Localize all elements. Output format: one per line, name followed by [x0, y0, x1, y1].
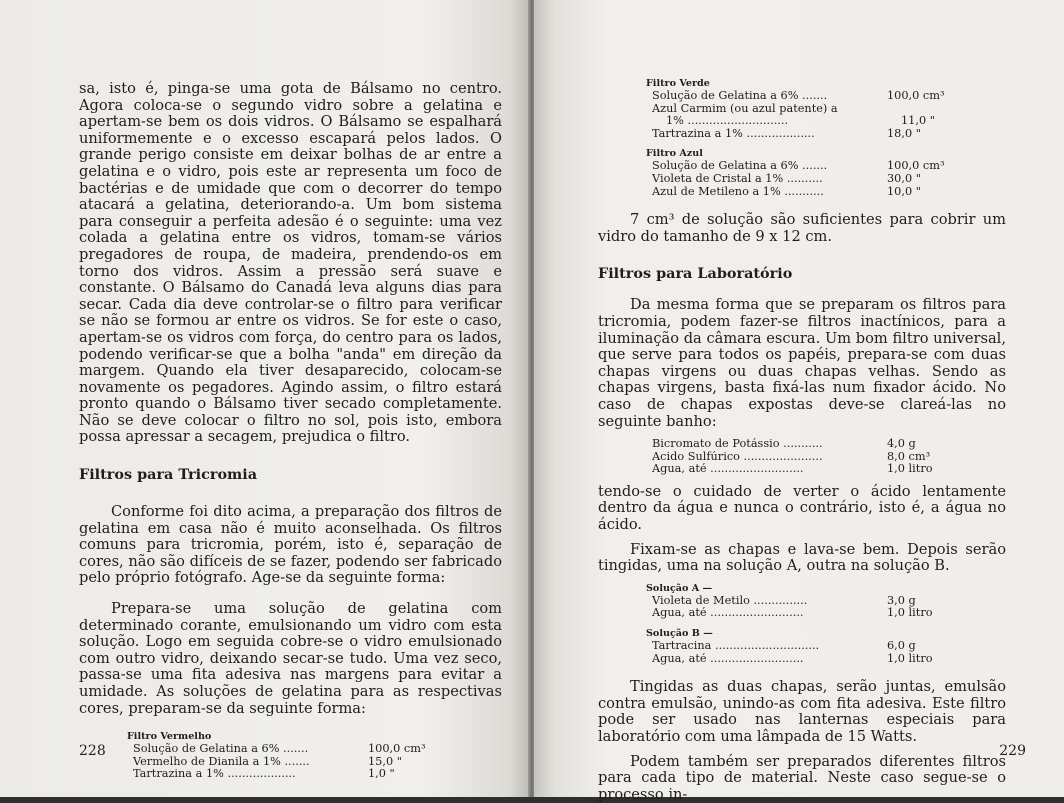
recipe-banho [652, 438, 1006, 476]
recipe-solucao-b [646, 628, 1006, 665]
ingredient-amount: 8,0 cm³ [887, 449, 931, 463]
ingredient-name: Tartrazina a 1% ................... [652, 127, 815, 140]
ingredient-name: Violeta de Cristal a 1% .......... [652, 172, 823, 185]
ingredient-name: Violeta de Metilo ............... [652, 594, 808, 607]
ingredient-amount: 10,0 " [887, 184, 921, 198]
ingredient-name-continued: 1% ............................ [666, 115, 789, 128]
paragraph-acido: tendo-se o cuidado de verter o ácido lentamente dentro da água e nunca o contrário, isto é, a água no ácido. [598, 482, 1006, 534]
paragraph-solucao-suficiente: 7 cm³ de solução são suficientes para cobrir um vidro do tamanho de 9 x 12 cm. [598, 211, 1006, 245]
ingredient-amount: 3,0 g [887, 593, 916, 607]
ingredient-amount: 1,0 litro [887, 462, 933, 476]
left-page-content [79, 81, 502, 781]
paragraph-diferentes-filtros: Podem também ser preparados diferentes filtros para cada tipo de material. Neste caso segue-se o processo in- [598, 752, 1006, 803]
left-page [0, 0, 530, 797]
recipe-row [652, 463, 1006, 476]
ingredient-name: Solução de Gelatina a 6% ....... [133, 743, 309, 756]
ingredient-amount: 100,0 cm³ [368, 742, 426, 756]
ingredient-name: Acido Sulfúrico ...................... [652, 450, 823, 463]
recipe-row [652, 607, 1006, 620]
ingredient-amount: 100,0 cm³ [887, 159, 945, 173]
recipe-row [652, 173, 1006, 186]
ingredient-amount: 4,0 g [887, 437, 916, 451]
ingredient-name: Água, até .......................... [652, 607, 804, 620]
recipe-row [652, 90, 1006, 103]
recipe-row [133, 756, 502, 769]
recipe-filtro-azul [646, 148, 1006, 198]
ingredient-amount: 15,0 " [368, 754, 402, 768]
recipe-row [652, 595, 1006, 608]
ingredient-name: Solução de Gelatina a 6% ....... [652, 160, 828, 173]
recipe-title: Filtro Azul [646, 148, 703, 160]
paragraph-preparacao: Prepara-se uma solução de gelatina com determinado corante, emulsionando um vidro com esta solução. Logo em seguida cobre-se o vidro emulsionado com outro vidro, deixando secar-se tudo. Uma vez seco, passa-se uma fita adesiva nas margens para evitar a umidade. As soluções de gelatina para as respectivas cores, preparam-se da seguinte forma: [79, 600, 502, 717]
page-number: 229 [999, 743, 1026, 759]
page-number: 228 [79, 743, 106, 759]
ingredient-amount: 1,0 litro [887, 606, 933, 620]
paragraph-balsamo: sa, isto é, pinga-se uma gota de Bálsamo no centro. Agora coloca-se o segundo vidro sobre a gelatina e apertam-se bem os dois vidros. O Bálsamo se espalhará uniformemente e o excesso escapará pelos lados. O grande perigo consiste em deixar bolhas de ar entre a gelatina e o vidro, pois este ar representa um foco de bactérias e de umidade que com o decorrer do tempo atacará a gelatina, deteriorando-a. Um bom sistema para conseguir a perfeita adesão é o seguinte: uma vez colada a gelatina entre os vidros, tomam-se vários pregadores de roupa, de madeira, prendendo-os em torno dos vidros. Assim a pressão será suave e constante. O Bálsamo do Canadá leva alguns dias para secar. Cada dia deve controlar-se o filtro para verificar se não se formou ar entre os vidros. Se for este o caso, apertam-se os vidros com força, do centro para os lados, podendo verificar-se que a bolha "anda" em direção da margem. Quando ela tiver desaparecido, colocam-se novamente os pegadores. Agindo assim, o filtro estará pronto quando o Bálsamo tiver secado completamente. Não se deve colocar o filtro no sol, pois isto, embora possa apressar a secagem, prejudica o filtro. [79, 80, 502, 446]
paragraph-tricromia-intro: Conforme foi dito acima, a preparação dos filtros de gelatina em casa não é muito aconselhada. Os filtros comuns para tricromia, porém, isto é, separação de cores, não são difíceis de se fazer, podendo ser fabricado pelo próprio fotógrafo. Age-se da seguinte forma: [79, 503, 502, 587]
recipe-title: Solução A — [646, 582, 713, 594]
recipe-row [652, 128, 1006, 141]
recipe-filtro-vermelho [127, 731, 502, 781]
paragraph-laboratorio: Da mesma forma que se preparam os filtros para tricromia, podem fazer-se filtros inactínicos, para a iluminação da câmara escura. Um bom filtro universal, que serve para todos os papéis, prepara-se com duas chapas virgens ou duas chapas velhas. Sendo as chapas virgens, basta fixá-las num fixador ácido. No caso de chapas expostas deve-se clareá-las no seguinte banho: [598, 296, 1006, 430]
ingredient-amount: 1,0 " [368, 767, 395, 781]
recipe-title: Filtro Verde [646, 78, 710, 89]
ingredient-amount: 1,0 litro [887, 651, 933, 665]
recipe-row [652, 653, 1006, 666]
recipe-solucao-a [646, 582, 1006, 620]
heading-filtros-tricromia: Filtros para Tricromia [79, 466, 258, 484]
ingredient-name: Vermelho de Dianila a 1% ....... [133, 755, 310, 768]
recipe-title: Solução B — [646, 628, 713, 640]
ingredient-name: Água, até .......................... [652, 652, 804, 665]
ingredient-name: Azul Carmim (ou azul patente) a [652, 102, 838, 115]
right-page [534, 0, 1064, 803]
ingredient-amount: 11,0 " [901, 114, 935, 128]
recipe-row [652, 438, 1006, 451]
paragraph-fixam: Fixam-se as chapas e lava-se bem. Depois serão tingidas, uma na solução A, outra na solução B. [598, 540, 1006, 575]
ingredient-amount: 6,0 g [887, 639, 916, 653]
ingredient-name: Tartracina ............................. [652, 640, 820, 653]
ingredient-amount: 30,0 " [887, 171, 921, 185]
recipe-row [652, 160, 1006, 173]
right-page-content [598, 78, 1006, 803]
ingredient-name: Água, até .......................... [652, 463, 804, 476]
recipe-row [652, 115, 1006, 128]
recipe-row [652, 103, 1006, 116]
recipe-row [652, 186, 1006, 199]
paragraph-tingidas: Tingidas as duas chapas, serão juntas, emulsão contra emulsão, unindo-as com fita adesiva. Este filtro pode ser usado nas lanternas especiais para laboratório com uma lâmpada de 15 Watts. [598, 678, 1006, 745]
recipe-title: Filtro Vermelho [127, 731, 212, 743]
ingredient-name: Bicromato de Potássio ........... [652, 438, 823, 451]
recipe-row [133, 743, 502, 756]
recipe-row [652, 640, 1006, 653]
ingredient-amount: 18,0 " [887, 126, 921, 140]
recipe-filtro-verde [646, 78, 1006, 140]
ingredient-name: Solução de Gelatina a 6% ....... [652, 90, 828, 102]
recipe-row [652, 451, 1006, 464]
ingredient-name: Tartrazina a 1% ................... [133, 768, 296, 781]
heading-filtros-laboratorio: Filtros para Laboratório [598, 265, 793, 283]
ingredient-name: Azul de Metileno a 1% ........... [652, 185, 824, 198]
ingredient-amount: 100,0 cm³ [887, 89, 945, 102]
recipe-row [133, 768, 502, 781]
